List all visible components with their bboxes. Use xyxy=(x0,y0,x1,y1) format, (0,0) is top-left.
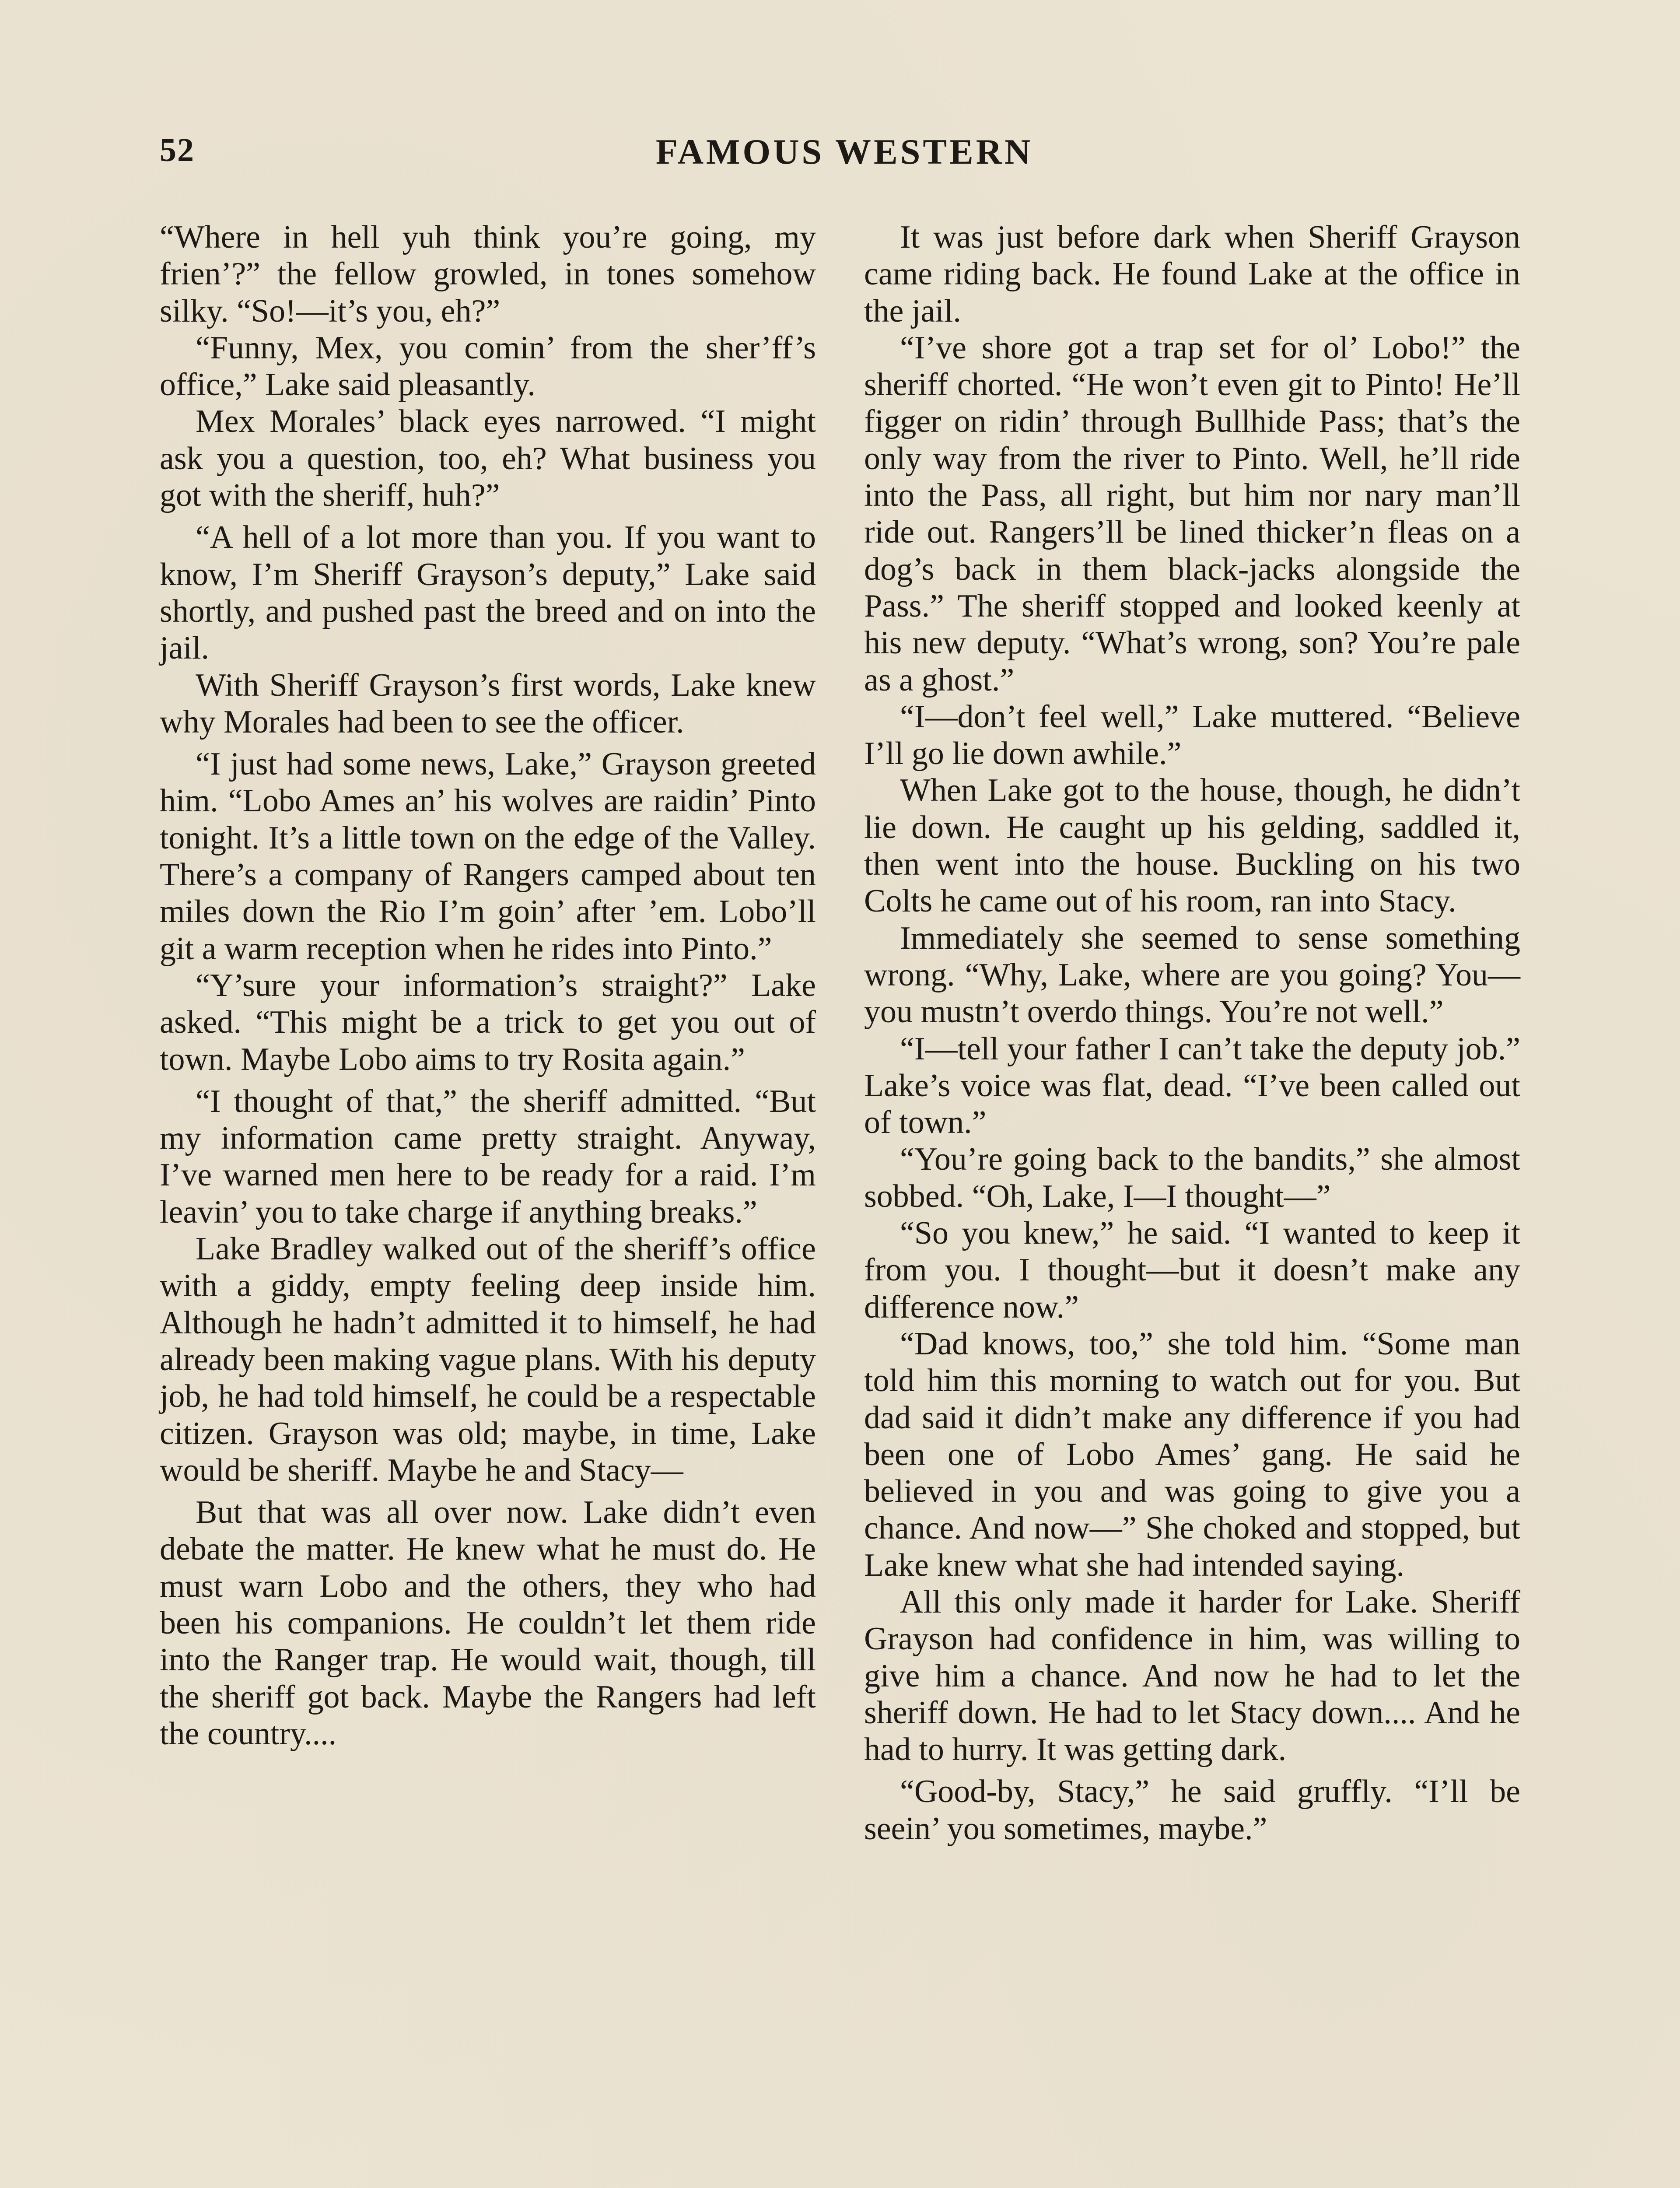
paragraph: “So you knew,” he said. “I wanted to keep it from you. I thought—but it doesn’t make any difference now.” xyxy=(864,1215,1520,1325)
paragraph: “I thought of that,” the sheriff admitted. “But my information came pretty straight. Anyway, I’ve warned men here to be ready for a raid. I’m leavin’ you to take charge if anything breaks.” xyxy=(160,1083,816,1230)
paragraph: “Funny, Mex, you comin’ from the sher’ff’s office,” Lake said pleasantly. xyxy=(160,330,816,403)
page-header xyxy=(160,131,1529,184)
right-column xyxy=(864,219,1520,1847)
paragraph: When Lake got to the house, though, he didn’t lie down. He caught up his gelding, saddled it, then went into the house. Buckling on his two Colts he came out of his room, ran into Stacy. xyxy=(864,772,1520,919)
paragraph: It was just before dark when Sheriff Grayson came riding back. He found Lake at the office in the jail. xyxy=(864,219,1520,329)
paragraph: But that was all over now. Lake didn’t even debate the matter. He knew what he must do. He must warn Lobo and the others, they who had been his companions. He couldn’t let them ride into the Ranger trap. He would wait, though, till the sheriff got back. Maybe the Rangers had left the country.... xyxy=(160,1494,816,1752)
paragraph: “I just had some news, Lake,” Grayson greeted him. “Lobo Ames an’ his wolves are raidin’ Pinto tonight. It’s a little town on the edge of the Valley. There’s a company of Rangers camped about ten miles down the Rio I’m goin’ after ’em. Lobo’ll git a warm reception when he rides into Pinto.” xyxy=(160,746,816,967)
running-title: FAMOUS WESTERN xyxy=(655,132,1033,172)
paragraph: “I—tell your father I can’t take the deputy job.” Lake’s voice was flat, dead. “I’ve been called out of town.” xyxy=(864,1031,1520,1141)
paragraph: “I’ve shore got a trap set for ol’ Lobo!” the sheriff chorted. “He won’t even git to Pinto! He’ll figger on ridin’ through Bullhide Pass; that’s the only way from the river to Pinto. Well, he’ll ride into the Pass, all right, but him nor nary man’ll ride out. Rangers’ll be lined thicker’n fleas on a dog’s back in them black-jacks alongside the Pass.” The sheriff stopped and looked keenly at his new deputy. “What’s wrong, son? You’re pale as a ghost.” xyxy=(864,330,1520,698)
paragraph: “Where in hell yuh think you’re going, my frien’?” the fellow growled, in tones somehow silky. “So!—it’s you, eh?” xyxy=(160,219,816,329)
page-number: 52 xyxy=(160,132,195,168)
paragraph: “Dad knows, too,” she told him. “Some man told him this morning to watch out for you. But dad said it didn’t make any difference if you had been one of Lobo Ames’ gang. He said he believed in you and was going to give you a chance. And now—” She choked and stopped, but Lake knew what she had intended saying. xyxy=(864,1325,1520,1583)
paragraph: Lake Bradley walked out of the sheriff’s office with a giddy, empty feeling deep inside him. Although he hadn’t admitted it to himself, he had already been making vague plans. With his deputy job, he had told himself, he could be a respectable citizen. Grayson was old; maybe, in time, Lake would be sheriff. Maybe he and Stacy— xyxy=(160,1231,816,1488)
paragraph: With Sheriff Grayson’s first words, Lake knew why Morales had been to see the officer. xyxy=(160,667,816,740)
paragraph: “You’re going back to the bandits,” she almost sobbed. “Oh, Lake, I—I thought—” xyxy=(864,1141,1520,1214)
paragraph: All this only made it harder for Lake. Sheriff Grayson had confidence in him, was willing to give him a chance. And now he had to let the sheriff down. He had to let Stacy down.... And he had to hurry. It was getting dark. xyxy=(864,1584,1520,1768)
paragraph: “I—don’t feel well,” Lake muttered. “Believe I’ll go lie down awhile.” xyxy=(864,698,1520,772)
paragraph: “Y’sure your information’s straight?” Lake asked. “This might be a trick to get you out of town. Maybe Lobo aims to try Rosita again.” xyxy=(160,967,816,1077)
left-column xyxy=(160,219,816,1752)
paragraph: “Good-by, Stacy,” he said gruffly. “I’ll be seein’ you sometimes, maybe.” xyxy=(864,1774,1520,1847)
paragraph: “A hell of a lot more than you. If you want to know, I’m Sheriff Grayson’s deputy,” Lake said shortly, and pushed past the breed and on into the jail. xyxy=(160,519,816,666)
paragraph: Mex Morales’ black eyes narrowed. “I might ask you a question, too, eh? What business you got with the sheriff, huh?” xyxy=(160,403,816,514)
paragraph: Immediately she seemed to sense something wrong. “Why, Lake, where are you going? You—you mustn’t overdo things. You’re not well.” xyxy=(864,920,1520,1030)
